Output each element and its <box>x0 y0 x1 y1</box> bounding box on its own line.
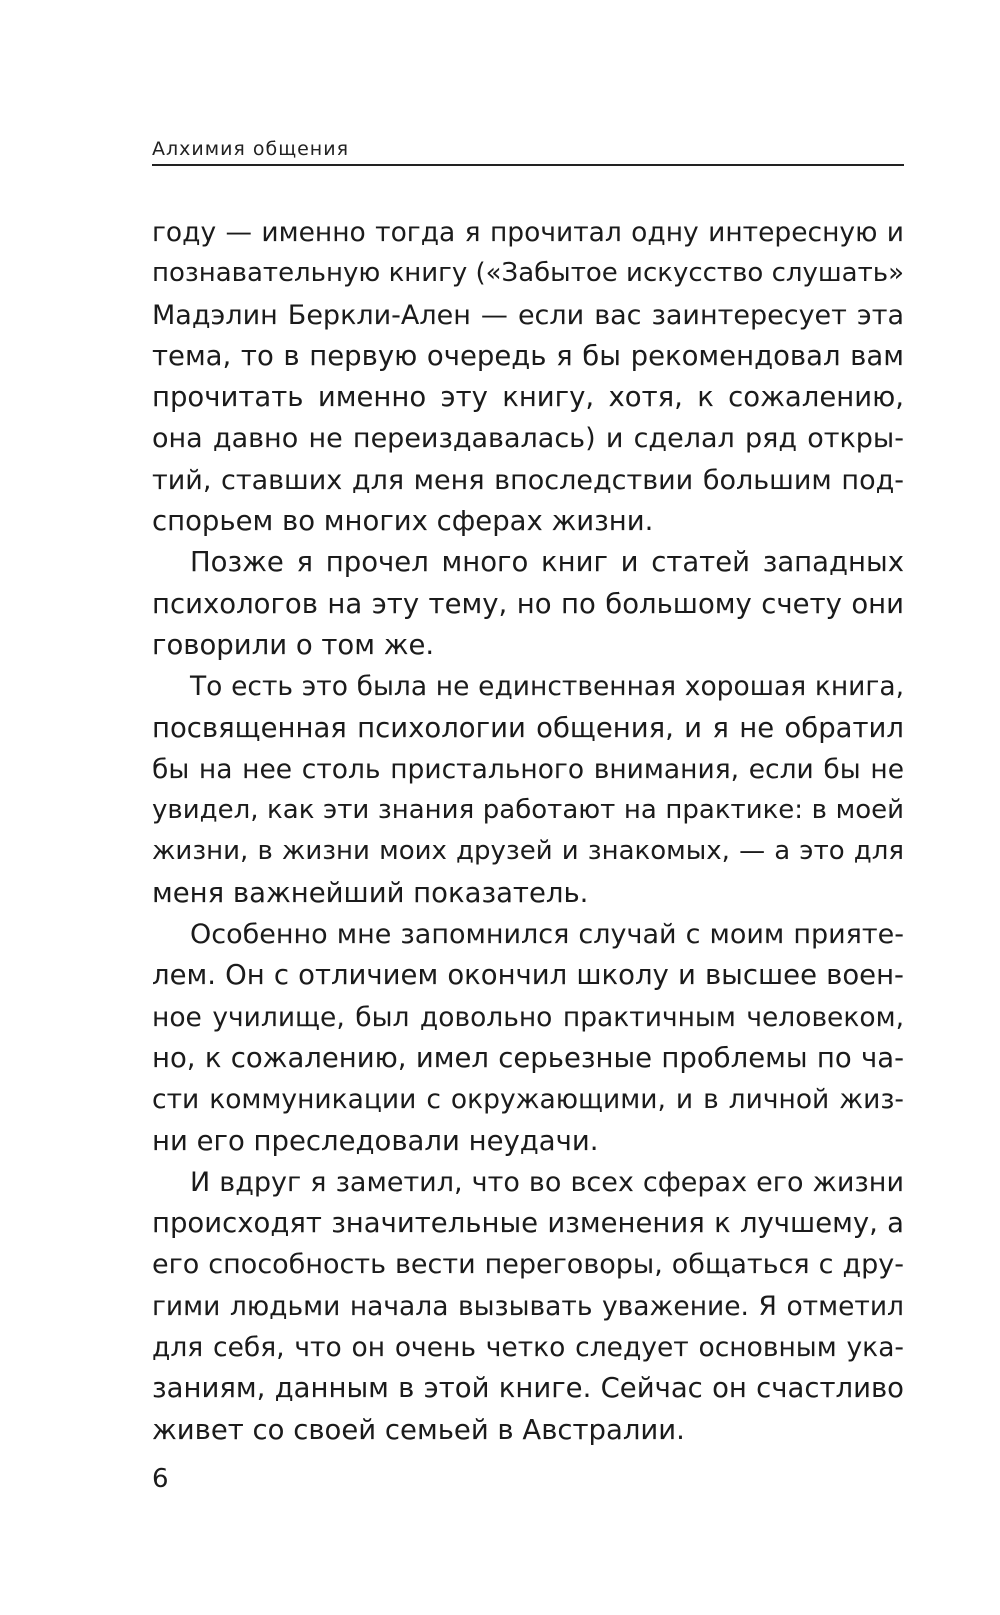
text-line: тема, то в первую очередь я бы рекомендовал вам <box>152 339 904 372</box>
text-line: живет со своей семьей в Австралии. <box>152 1413 685 1446</box>
text-line: психологов на эту тему, но по большому счету они <box>152 587 904 620</box>
text-line: тий, ставших для меня впоследствии большим под- <box>152 464 904 496</box>
text-line: Позже я прочел много книг и статей западных <box>190 546 904 579</box>
text-line: прочитать именно эту книгу, хотя, к сожалению, <box>152 381 904 414</box>
text-line: году — именно тогда я прочитал одну интересную и <box>152 217 904 248</box>
text-line: жизни, в жизни моих друзей и знакомых, — а это для <box>152 836 904 867</box>
text-line: происходят значительные изменения к лучшему, а <box>152 1207 904 1240</box>
text-line: посвященная психологии общения, и я не обратил <box>152 711 904 744</box>
text-line: она давно не переиздавалась) и сделал ряд откры- <box>152 423 904 455</box>
text-line: ни его преследовали неудачи. <box>152 1124 599 1157</box>
text-line: для себя, что он очень четко следует основным ука- <box>152 1332 904 1364</box>
text-line: меня важнейший показатель. <box>152 876 589 909</box>
text-line: То есть это была не единственная хорошая книга, <box>190 671 904 703</box>
text-line: его способность вести переговоры, общаться с дру- <box>152 1249 904 1281</box>
text-line: бы на нее столь пристального внимания, если бы не <box>152 753 904 785</box>
text-line: лем. Он с отличием окончил школу и высшее воен- <box>152 959 904 992</box>
running-head: Алхимия общения <box>152 138 350 160</box>
body-text <box>152 212 904 1451</box>
text-line: И вдруг я заметил, что во всех сферах его жизни <box>190 1166 904 1198</box>
page-number: 6 <box>152 1464 169 1494</box>
text-line: говорили о том же. <box>152 628 435 661</box>
text-line: Мадэлин Беркли-Ален — если вас заинтересует эта <box>152 299 904 331</box>
header-rule <box>152 164 904 166</box>
text-line: увидел, как эти знания работают на практике: в моей <box>152 795 904 826</box>
text-line: познавательную книгу («Забытое искусство слушать» <box>152 258 904 289</box>
text-line: заниям, данным в этой книге. Сейчас он счастливо <box>152 1372 904 1405</box>
text-line: гими людьми начала вызывать уважение. Я отметил <box>152 1290 904 1322</box>
text-line: ное училище, был довольно практичным человеком, <box>152 1001 904 1033</box>
text-line: сти коммуникации с окружающими, и в личной жиз- <box>152 1084 904 1116</box>
text-line: спорьем во многих сферах жизни. <box>152 505 654 538</box>
text-line: Особенно мне запомнился случай с моим прияте- <box>190 919 904 951</box>
text-line: но, к сожалению, имел серьезные проблемы по ча- <box>152 1041 904 1074</box>
